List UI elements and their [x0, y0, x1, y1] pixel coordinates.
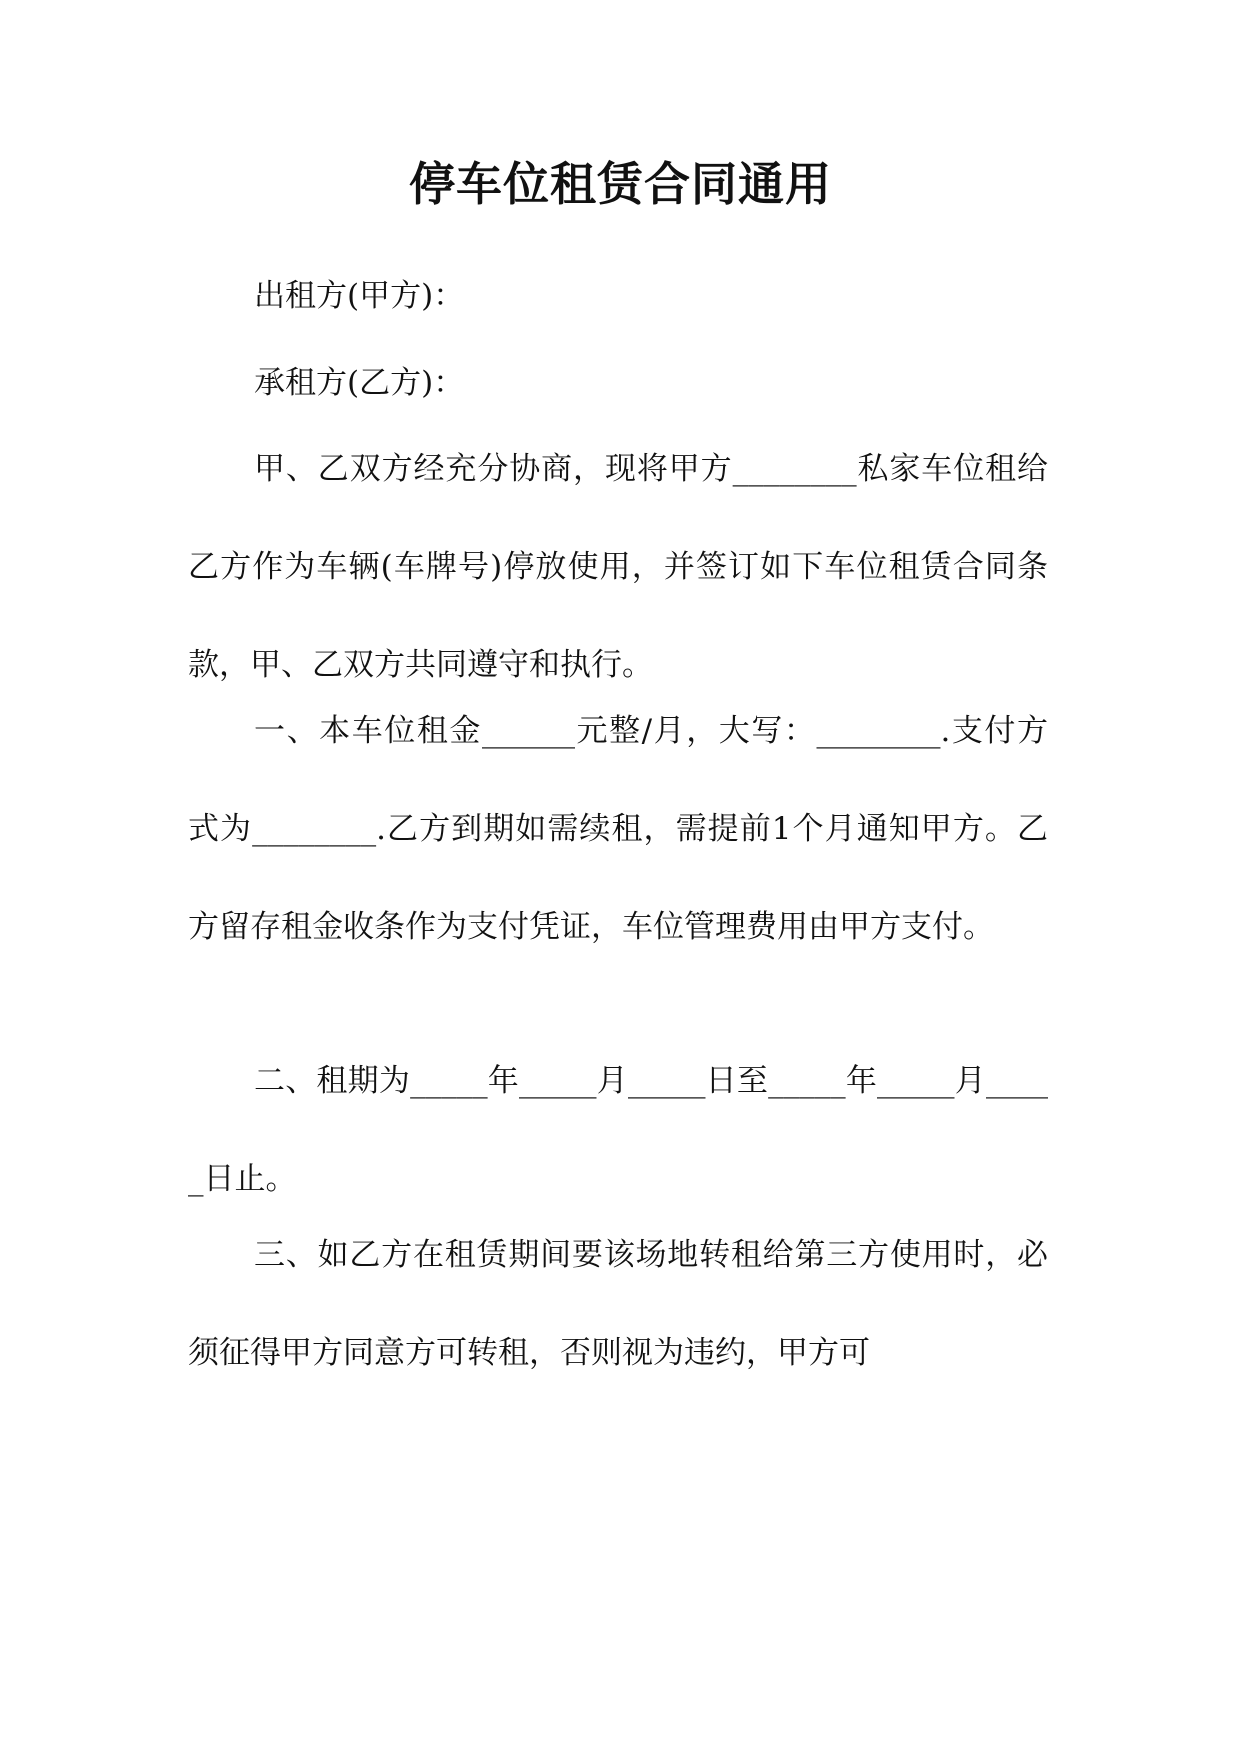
- lessor-line: 出租方(甲方)：: [254, 278, 465, 314]
- intro-paragraph: 甲、乙双方经充分协商，现将甲方________私家车位租给乙方作为车辆(车牌号)停放使用，并签订如下车位租赁合同条款，甲、乙双方共同遵守和执行。: [188, 451, 1048, 683]
- lessee-line: 承租方(乙方)：: [254, 365, 465, 401]
- clause-1-paragraph: 一、本车位租金______元整/月，大写：________.支付方式为________.乙方到期如需续租，需提前1个月通知甲方。乙方留存租金收条作为支付凭证，车位管理费用由甲方支付。: [188, 713, 1048, 945]
- clause-2-paragraph: 二、租期为_____年_____月_____日至_____年_____月_____日止。: [188, 1063, 1048, 1197]
- document-title: 停车位租赁合同通用: [409, 157, 832, 211]
- clause-3-paragraph: 三、如乙方在租赁期间要该场地转租给第三方使用时，必须征得甲方同意方可转租，否则视为违约，甲方可: [188, 1237, 1048, 1371]
